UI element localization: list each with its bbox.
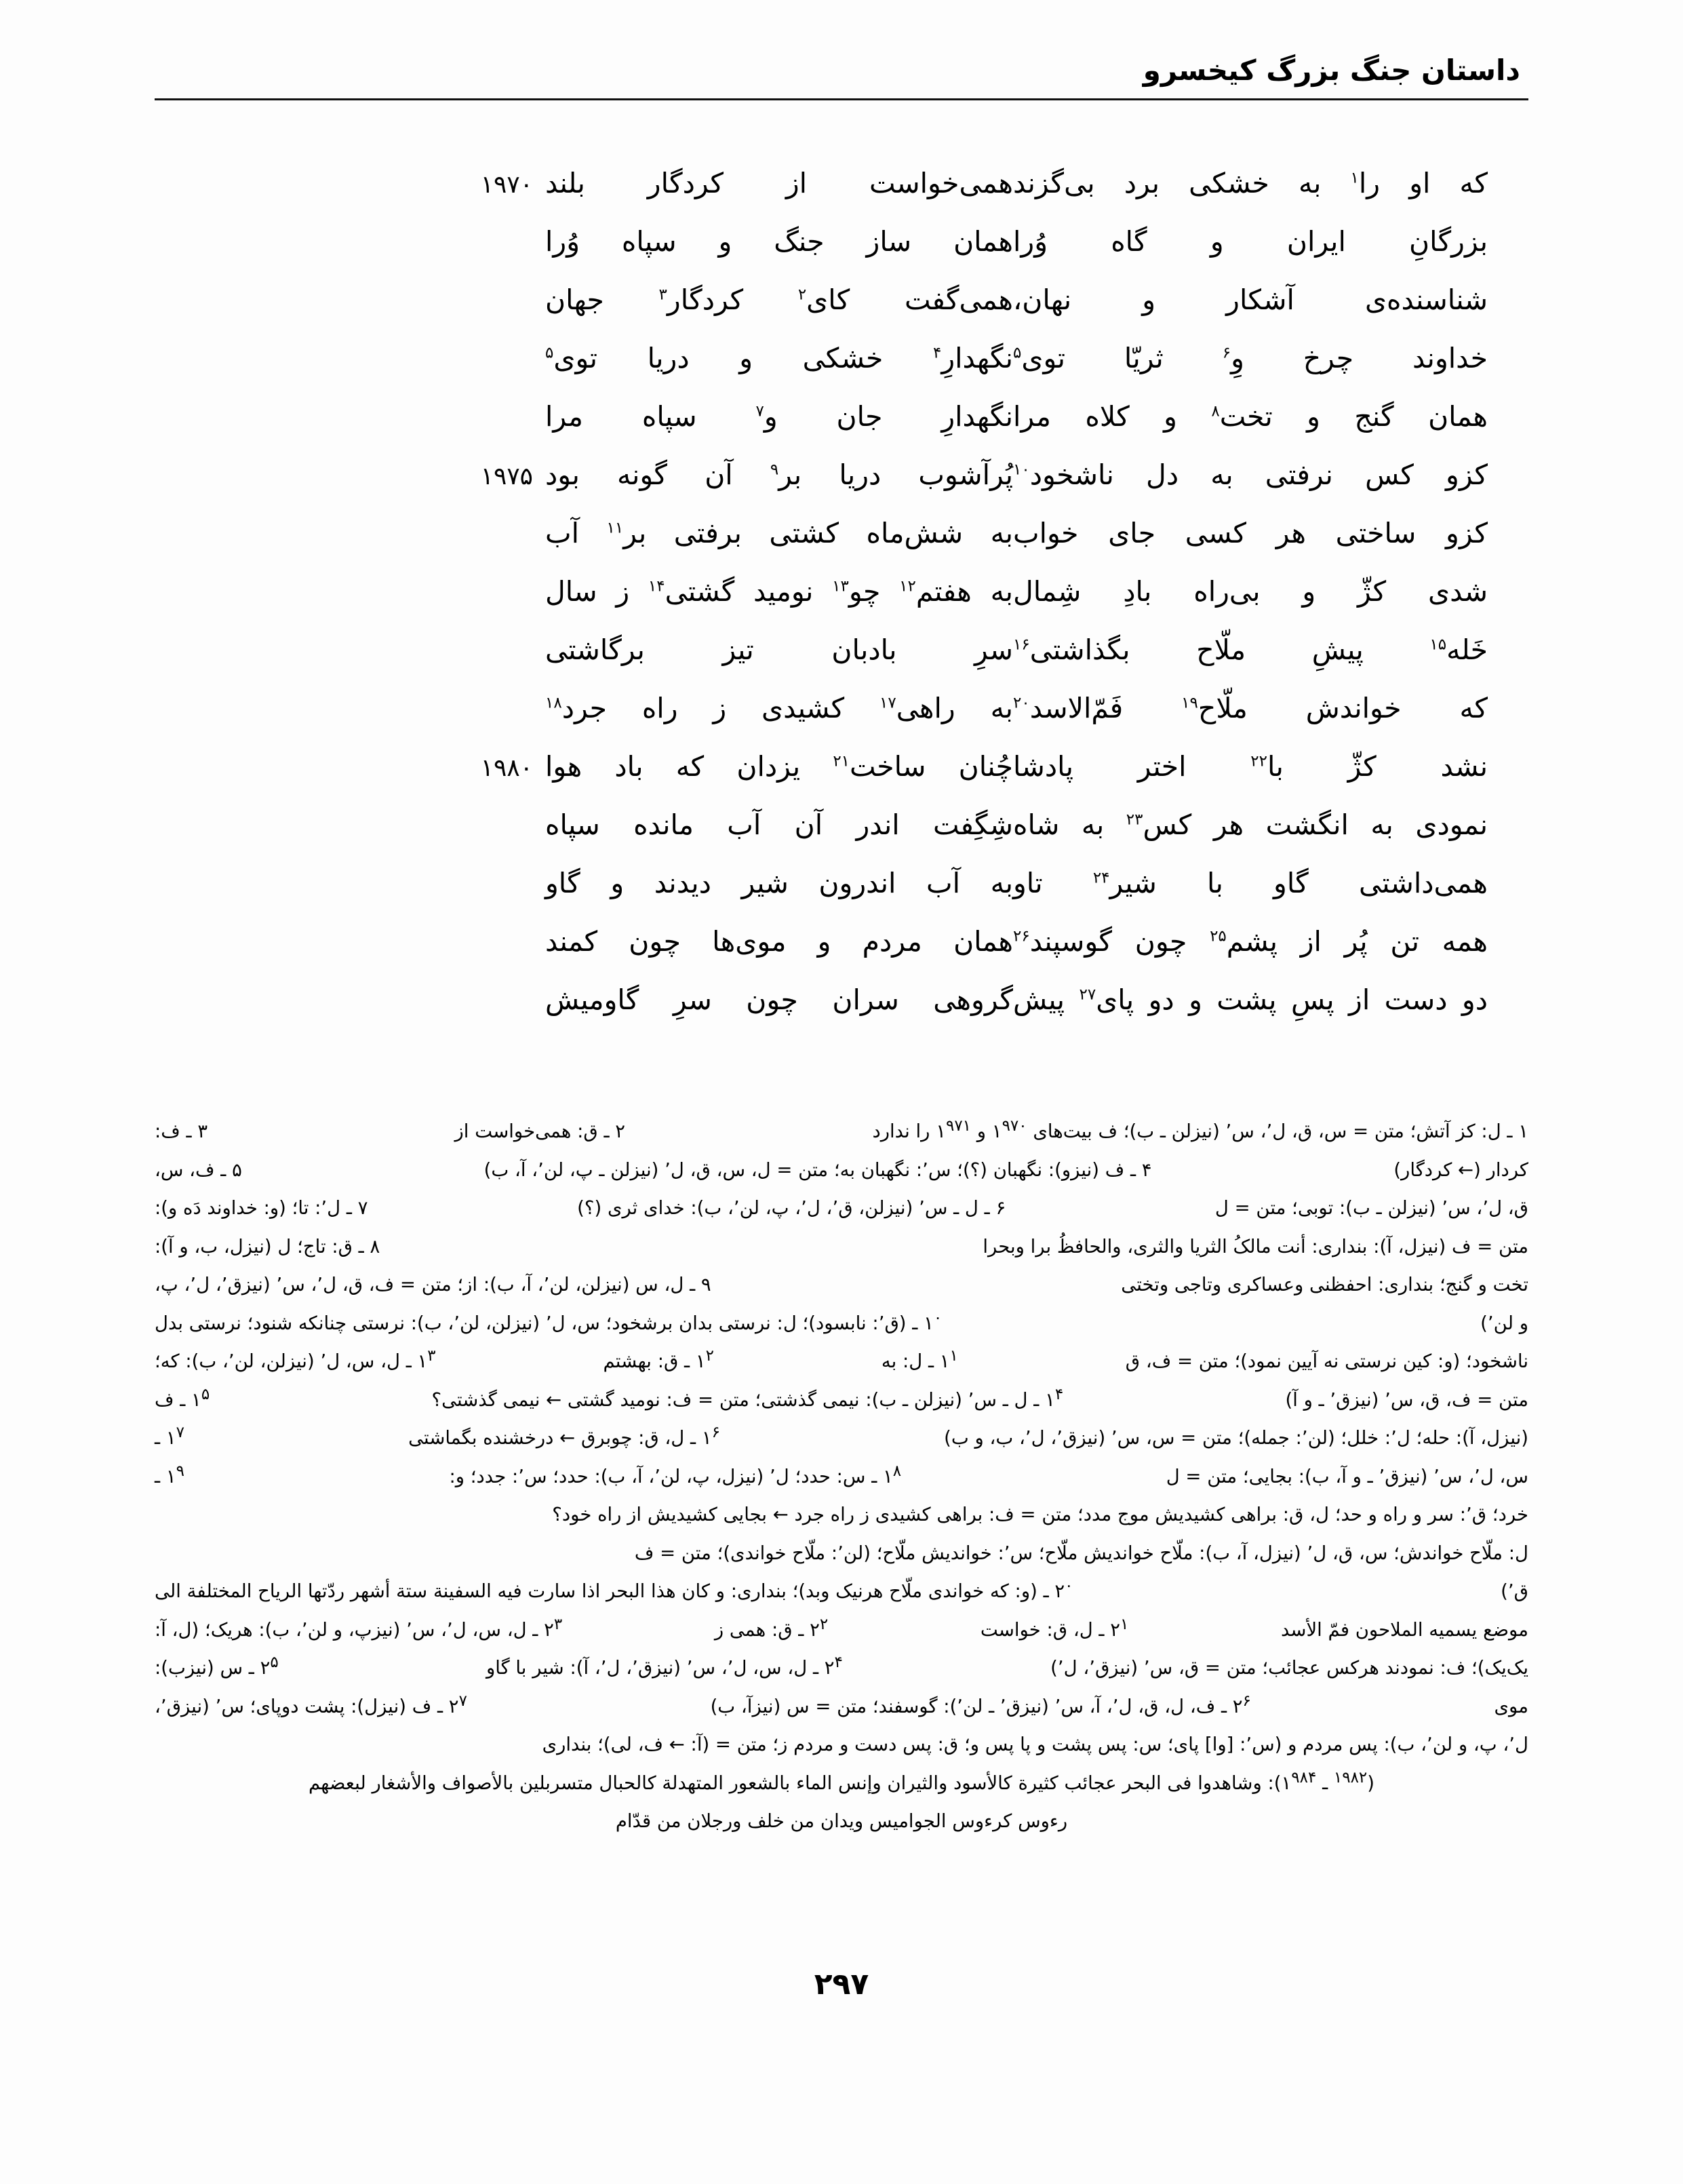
apparatus-line: [155, 1116, 1528, 1161]
running-head: داستان جنگ بزرگ کیخسرو: [1143, 54, 1520, 87]
apparatus-note: ق، ل٬، س٬ (نیزلن ـ ب): توبی؛ متن = ل: [1214, 1197, 1528, 1219]
verse-row: [155, 286, 1528, 345]
apparatus-note: $۱^۶$ ـ ل، ق: چوبرق ← درخشنده بگماشتی: [408, 1423, 720, 1449]
verse-hemistich-a: به شش‌ماه کشتی برفتی بر$^{۱۱}$ آب: [545, 517, 1013, 549]
apparatus-note: متن = ف، ق، س٬ (نیزق٬ ـ و آ): [1285, 1388, 1528, 1411]
apparatus-note: $۲^۷$ ـ ف (نیزل): پشت دوپای؛ س٬ (نیزق٬،: [155, 1692, 467, 1717]
apparatus-note: $۱^۴$ ـ ل ـ س٬ (نیزلن ـ ب): نیمی گذشتی؛ متن = ف: نومید گشتی ← نیمی گذشتی؟: [431, 1385, 1064, 1411]
critical-apparatus: [155, 1116, 1528, 1851]
verse-hemistich-b: شناسنده‌ی آشکار و نهان،: [1013, 284, 1488, 316]
apparatus-note: متن = ف (نیزل، آ): بنداری: أنت مالکُ الثریا والثری، والحافظُ برا وبحرا: [983, 1235, 1528, 1257]
apparatus-note: کردار (← کردگار): [1393, 1158, 1528, 1181]
apparatus-note: $۱^۳$ ـ ل، س، ل٬ (نیزلن، لن٬، ب): که؛: [155, 1346, 436, 1372]
apparatus-note: موی: [1494, 1695, 1528, 1717]
verse-row: [155, 225, 1528, 286]
verse-row: [155, 633, 1528, 695]
verse-row: [155, 575, 1528, 636]
apparatus-note: ناشخود؛ (و: کین نرستی نه آیین نمود)؛ متن = ف، ق: [1125, 1350, 1528, 1372]
apparatus-note: و لن٬): [1480, 1312, 1528, 1334]
verse-hemistich-b: همان گنج و تخت$^۸$ و کلاه مرا: [1013, 400, 1488, 433]
apparatus-line: [155, 1158, 1528, 1200]
apparatus-note: ۸ ـ ق: تاج؛ ل (نیزل، ب، و آ):: [155, 1235, 380, 1257]
apparatus-note: ($^{۱۹۸۲}$ ـ $۱^{۹۸۴}$): وشاهدوا فی البحر عجائب کثیرة کالأسود والثیران وإنس الماء بالشعور المتهدلة کالحبال متسربلین بالأصواف والأشغار لبعضهم: [308, 1768, 1375, 1794]
apparatus-note: رءوس کرءوس الجوامیس ویدان من خلف ورجلان من قدّام: [615, 1810, 1068, 1832]
verse-row: [155, 867, 1528, 928]
apparatus-note: یک‌یک)؛ ف: نمودند هرکس عجائب؛ متن = ق، س٬ (نیزق٬، ل٬): [1050, 1657, 1528, 1679]
verse-hemistich-b: همه تن پُر از پشم$^{۲۵}$ چون گوسپند$^{۲۶}$: [1013, 925, 1488, 958]
verse-hemistich-b: خَله$^{۱۵}$ پیشِ ملّاح بگذاشتی$^{۱۶}$: [1013, 633, 1488, 666]
verse-hemistich-a: به راهی$^{۱۷}$ کشیدی ز راه جرد$^{۱۸}$: [545, 692, 1013, 724]
verse-hemistich-a: به آب اندرون شیر دیدند و گاو: [545, 867, 1013, 899]
verse-hemistich-b: که خواندش ملّاح$^{۱۹}$ فَمّ‌الاسد$^{۲۰}$: [1013, 692, 1488, 724]
apparatus-note: س، ل٬، س٬ (نیزق٬ ـ و آ، ب): بجایی؛ متن = ل: [1166, 1465, 1528, 1487]
verse-row: [155, 750, 1528, 811]
apparatus-note: ۵ ـ ف، س،: [155, 1158, 242, 1181]
apparatus-line: [155, 1544, 1528, 1583]
apparatus-note: $۱^۹$ ـ: [155, 1462, 184, 1487]
apparatus-note: ل: ملّاح خواندش؛ س، ق، ل٬ (نیزل، آ، ب): ملّاح خواندیش ملّاح؛ س٬: خواندیش ملّاح؛ (لن٬: ملّاح خواندی)؛ متن = ف: [634, 1542, 1528, 1564]
verse-hemistich-a: سرِ بادبان تیز برگاشتی: [545, 633, 1013, 666]
apparatus-note: ۲ ـ ق: همی‌خواست از: [454, 1120, 626, 1142]
verse-hemistich-b: بزرگانِ ایران و گاه وُرا: [1013, 225, 1488, 258]
verse-hemistich-a: نگهدارِ جان و$^۷$ سپاه مرا: [545, 400, 1013, 433]
verse-hemistich-a: همان ساز جنگ و سپاه وُرا: [545, 225, 1013, 258]
apparatus-note: $۱^۵$ ـ ف: [155, 1385, 210, 1411]
apparatus-line: [155, 1736, 1528, 1774]
verse-row: [155, 808, 1528, 870]
apparatus-line: [155, 1653, 1528, 1698]
apparatus-line: [155, 1812, 1528, 1851]
apparatus-note: موضع یسمیه الملاحون فمّ الأسد: [1281, 1618, 1528, 1641]
verse-row: [155, 692, 1528, 753]
verse-hemistich-b: شدی کژّ و بی‌راه بادِ شِمال: [1013, 575, 1488, 608]
apparatus-note: خرد؛ ق٬: سر و راه و حد؛ ل، ق: براهی کشیدیش موج مدد؛ متن = ف: براهی کشیدی ز راه جرد ← بجایی کشیدیش از راه خود؟: [552, 1504, 1528, 1525]
verse-number: ۱۹۸۰: [480, 754, 533, 782]
running-head-area: [155, 53, 1528, 100]
verse-hemistich-b: همی‌داشتی گاو با شیر$^{۲۴}$ تاو: [1013, 867, 1488, 899]
verse-hemistich-a: شِگِفت اندر آن آب مانده سپاه: [545, 808, 1013, 841]
verse-hemistich-b: نمودی به انگشت هر کس$^{۲۳}$ به شاه: [1013, 808, 1488, 841]
verse-row: [155, 517, 1528, 578]
apparatus-note: $۲^۱$ ـ ل، ق: خواست: [980, 1615, 1129, 1641]
apparatus-line: [155, 1199, 1528, 1238]
apparatus-note: ۳ ـ ف:: [155, 1120, 208, 1142]
apparatus-note: ۷ ـ ل٬: تا؛ (و: خداوند دَه و):: [155, 1197, 368, 1219]
verse-row: [155, 461, 1528, 520]
apparatus-line: [155, 1692, 1528, 1736]
verse-hemistich-a: نگهدارِ$^۴$ خشکی و دریا توی$^۵$: [545, 342, 1013, 374]
apparatus-note: ۶ ـ ل ـ س٬ (نیزلن، ق٬، ل٬، پ، لن٬، ب): خدای ثری (؟): [577, 1197, 1006, 1219]
apparatus-note: $۱^۱$ ـ ل: به: [881, 1346, 958, 1372]
apparatus-line: [155, 1346, 1528, 1391]
apparatus-note: $۲^۶$ ـ ف، ل، ق، ل٬، آ، س٬ (نیزق٬ ـ لن٬): گوسفند؛ متن = س (نیزآ، ب): [710, 1692, 1251, 1717]
apparatus-note: $۱^۰$ ـ (ق٬: نابسود)؛ ل: نرستی بدان برشخود؛ س، ل٬ (نیزلن، لن٬، ب): نرستی چنانکه شنود؛ نرستی بدل: [155, 1308, 943, 1334]
verse-row: [155, 167, 1528, 228]
apparatus-line: [155, 1385, 1528, 1430]
verse-hemistich-a: همی‌خواست از کردگار بلند: [545, 167, 1013, 199]
apparatus-note: ل٬، پ، و لن٬، ب): پس مردم و (س٬: [وا] پای؛ س: پس پشت و پا پس و؛ ق: پس دست و مردم ز؛ متن = (آ: ← ف، لی)؛ بنداری: [542, 1734, 1528, 1755]
apparatus-note: $۲^۲$ ـ ق: همی ز: [714, 1615, 829, 1641]
verse-hemistich-b: کزو کس نرفتی به دل ناشخود$^{۱۰}$: [1013, 459, 1488, 491]
verse-row: [155, 983, 1528, 1045]
apparatus-note: $۲^۴$ ـ ل، س، ل٬، س٬ (نیزق٬، ل٬، آ): شیر با گاو: [486, 1653, 843, 1679]
apparatus-line: [155, 1423, 1528, 1468]
apparatus-note: ۱ ـ ل: کز آتش؛ متن = س، ق، ل٬، س٬ (نیزلن ـ ب)؛ ف بیت‌های $۱^{۹۷۰}$ و $۱^{۹۷۱}$ را ندارد: [872, 1116, 1528, 1142]
verse-row: [155, 342, 1528, 403]
verse-hemistich-a: به هفتم$^{۱۲}$ چو$^{۱۳}$ نومید گشتی$^{۱۴}$ ز سال: [545, 575, 1013, 608]
verse-hemistich-a: همی‌گفت کای$^۲$ کردگار$^۳$ جهان: [545, 284, 1013, 316]
apparatus-line: [155, 1576, 1528, 1621]
verse-hemistich-b: کزو ساختی هر کسی جای خواب: [1013, 517, 1488, 549]
apparatus-note: ۴ ـ ف (نیزو): نگهبان (؟)؛ س٬: نگهبان به؛ متن = ل، س، ق، ل٬ (نیزلن ـ پ، لن٬، آ، ب): [483, 1158, 1152, 1181]
apparatus-note: $۱^۷$ ـ: [155, 1423, 184, 1449]
verse-hemistich-a: چُنان ساخت$^{۲۱}$ یزدان که باد هوا: [545, 750, 1013, 783]
apparatus-note: ق٬): [1501, 1580, 1528, 1602]
verse-hemistich-b: خداوند چرخ وِ$^۶$ ثریّا توی$^۵$: [1013, 342, 1488, 374]
apparatus-line: [155, 1506, 1528, 1544]
verse-number: ۱۹۷۵: [480, 463, 533, 490]
apparatus-line: [155, 1462, 1528, 1506]
apparatus-line: [155, 1276, 1528, 1314]
apparatus-note: $۱^۸$ ـ س: حدد؛ ل٬ (نیزل، پ، لن٬، آ، ب): حدد؛ س٬: جدد؛ و:: [449, 1462, 902, 1487]
verse-number: ۱۹۷۰: [480, 171, 533, 199]
apparatus-note: $۱^۲$ ـ ق: بهشتم: [603, 1346, 714, 1372]
verse-row: [155, 925, 1528, 986]
apparatus-note: (نیزل، آ): حله؛ ل٬: خلل؛ (لن٬: جمله)؛ متن = س، س٬ (نیزق٬، ل٬، ب، و ب): [944, 1427, 1528, 1449]
verse-hemistich-b: نشد کژّ با$^{۲۲}$ اختر پادشا: [1013, 750, 1488, 783]
apparatus-line: [155, 1235, 1528, 1276]
apparatus-line: [155, 1308, 1528, 1353]
page-number: ۲۹۷: [814, 1967, 869, 2002]
verse-row: [155, 400, 1528, 461]
apparatus-note: $۲^۰$ ـ (و: که خواندی ملّاح هرنیک وبد)؛ بنداری: و کان هذا البحر اذا سارت فیه السفینة ستة أشهر ردّتها الریاح المختلفة الی: [155, 1576, 1073, 1602]
apparatus-line: [155, 1768, 1528, 1813]
apparatus-note: $۲^۳$ ـ ل، س، ل٬، س٬ (نیزپ، و لن٬، ب): هریک؛ (ل، آ:: [155, 1615, 563, 1641]
verse-hemistich-a: گروهی سران چون سرِ گاومیش: [545, 983, 1013, 1016]
verse-hemistich-b: که او را$^۱$ به خشکی برد بی‌گزند: [1013, 167, 1488, 199]
apparatus-note: $۲^۵$ ـ س (نیزب):: [155, 1653, 279, 1679]
header-divider-rule: [155, 98, 1528, 100]
verse-block: [155, 167, 1528, 1045]
verse-hemistich-a: پُرآشوب دریا بر$^۹$ آن گونه بود: [545, 459, 1013, 491]
verse-hemistich-b: دو دست از پسِ پشت و دو پای$^{۲۷}$ پیش: [1013, 983, 1488, 1016]
apparatus-note: ۹ ـ ل، س (نیزلن، لن٬، آ، ب): از؛ متن = ف، ق، ل٬، س٬ (نیزق٬، ل٬، پ،: [155, 1274, 711, 1295]
verse-hemistich-a: همان مردم و موی‌ها چون کمند: [545, 925, 1013, 958]
apparatus-note: تخت و گنج؛ بنداری: احفظنی وعساکری وتاجی وتختی: [1121, 1274, 1528, 1295]
